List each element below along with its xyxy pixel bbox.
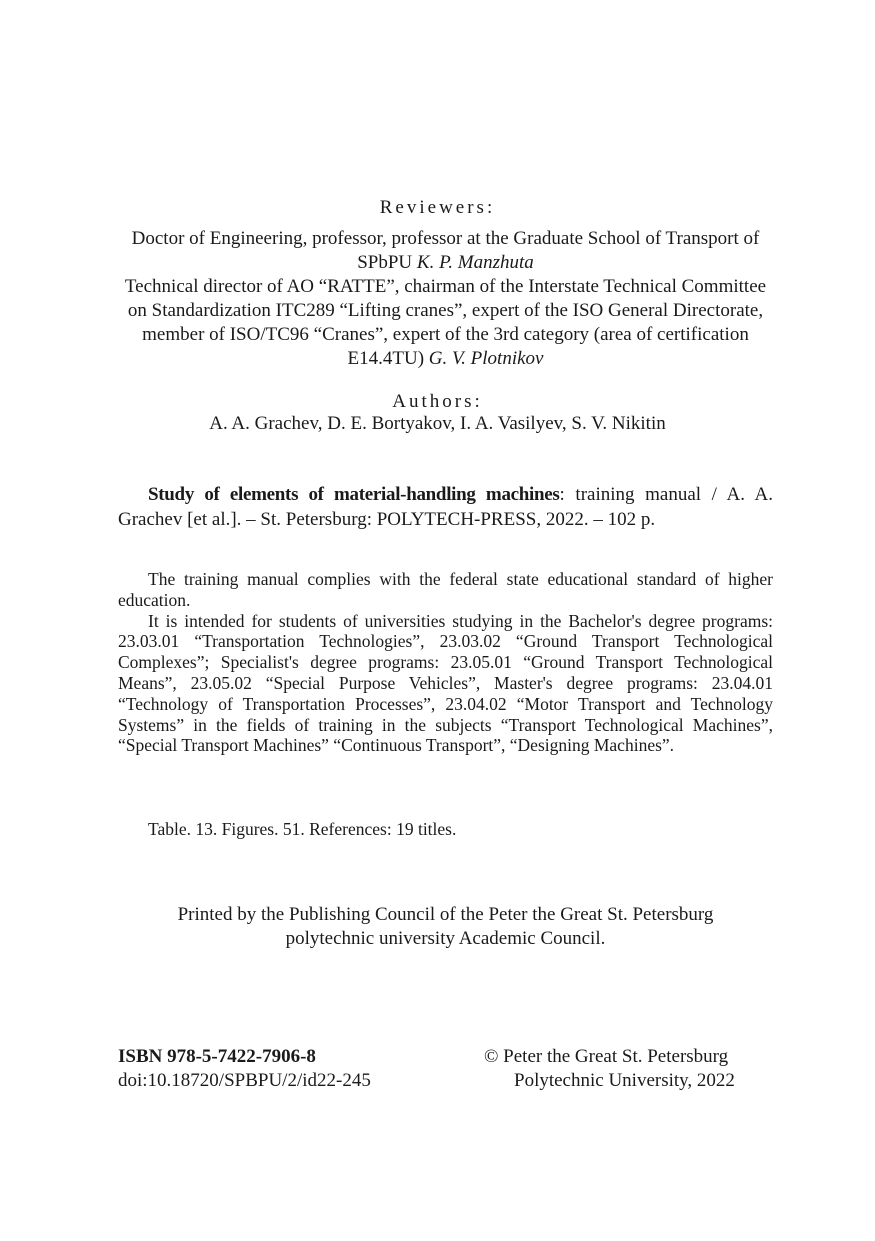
abstract <box>118 569 773 756</box>
reviewers-list <box>118 227 773 371</box>
isbn-block <box>118 1045 371 1093</box>
reviewer-1 <box>118 227 773 275</box>
copyright-line-1: © Peter the Great St. Petersburg <box>484 1046 729 1067</box>
reviewer-1-text: Doctor of Engineering, professor, professor at the Graduate School of Transport of SPbPU <box>131 228 760 273</box>
isbn: ISBN 978-5-7422-7906-8 <box>118 1046 316 1067</box>
abstract-paragraph-1: The training manual complies with the federal state educational standard of higher education. <box>118 569 773 610</box>
authors-heading: Authors: <box>392 391 483 412</box>
copyright-block <box>484 1045 735 1093</box>
abstract-paragraph-2: It is intended for students of universities studying in the Bachelor's degree programs: 23.03.01 “Transportation Technologies”, 23.03.02 “Ground Transport Technological Complexes”; Specialist's degree programs: 23.05.01 “Ground Transport Technological Means”, 23.05.02 “Special Purpose Vehicles”, Master's degree programs: 23.04.01 “Technology of Transportation Processes”, 23.04.02 “Motor Transport and Technology Systems” in the fields of training in the subjects “Transport Technological Machines”, “Special Transport Machines” “Continuous Transport”, “Designing Machines”. <box>118 610 773 756</box>
copyright-line-2: Polytechnic University, 2022 <box>514 1070 735 1091</box>
citation-details: : training manual / A. A. Grachev [et al.]. – St. Petersburg: POLYTECH-PRESS, 2022. – 102 p. <box>118 484 773 530</box>
reviewer-2-name: G. V. Plotnikov <box>428 348 544 369</box>
publication-stats: Table. 13. Figures. 51. References: 19 titles. <box>148 819 457 839</box>
reviewer-2 <box>118 275 773 371</box>
reviewers-heading: Reviewers: <box>379 197 496 218</box>
bibliographic-citation <box>118 482 773 532</box>
printed-by-statement <box>118 903 773 951</box>
printed-by-line-1: Printed by the Publishing Council of the Peter the Great St. Petersburg <box>177 904 714 925</box>
reviewer-1-name: K. P. Manzhuta <box>416 252 534 273</box>
printed-by-line-2: polytechnic university Academic Council. <box>285 928 606 949</box>
book-title: Study of elements of material-handling machines <box>148 484 560 505</box>
reviewer-2-text: Technical director of AO “RATTE”, chairman of the Interstate Technical Committee on Standardization ITC289 “Lifting cranes”, expert of the ISO General Directorate, member of ISO/TC96 “Cranes”, expert of the 3rd category (area of certification E14.4TU) <box>124 276 767 369</box>
doi: doi:10.18720/SPBPU/2/id22-245 <box>118 1070 371 1091</box>
authors-names: A. A. Grachev, D. E. Bortyakov, I. A. Vasilyev, S. V. Nikitin <box>209 413 666 434</box>
